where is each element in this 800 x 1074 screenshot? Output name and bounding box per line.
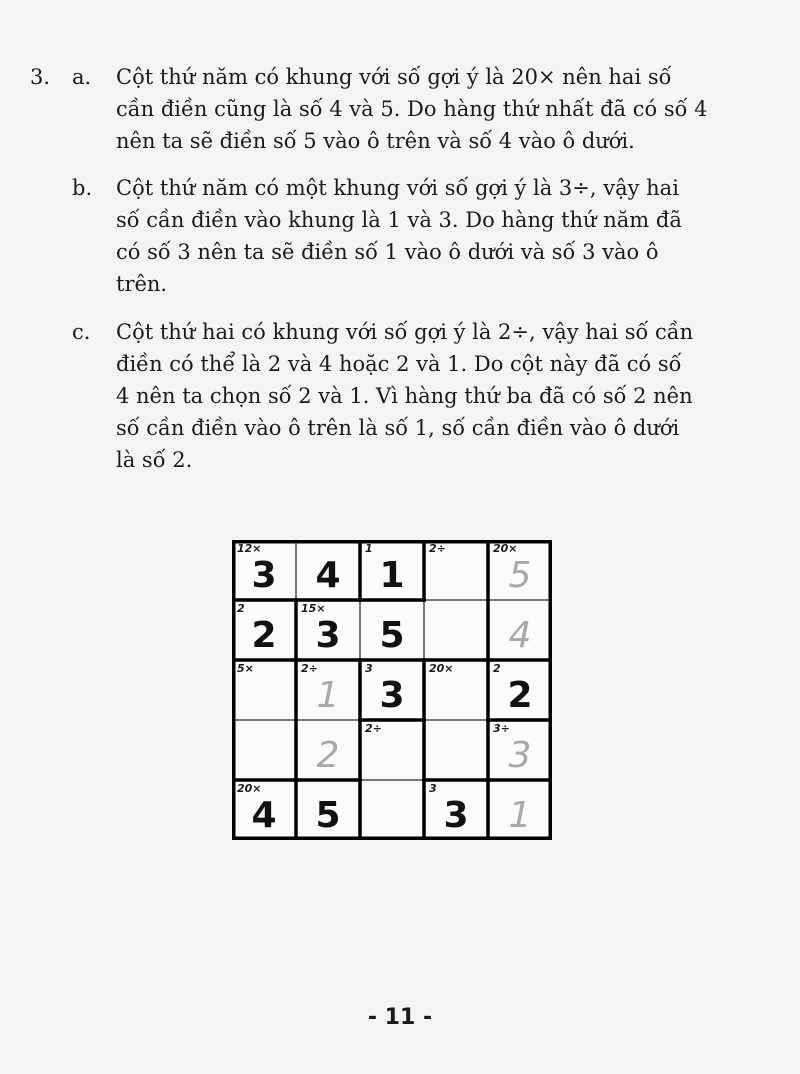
text-line: nên ta sẽ điền số 5 vào ô trên và số 4 vào ô dưới. <box>116 129 635 153</box>
grid-cell <box>488 600 552 660</box>
grid-cell <box>360 540 424 600</box>
cage-clue: 2 <box>237 602 245 615</box>
grid-cell <box>424 540 488 600</box>
grid-cell <box>296 600 360 660</box>
cell-value: 4 <box>315 555 341 596</box>
cell-value: 1 <box>379 555 405 596</box>
item-text <box>116 61 766 157</box>
grid-cell <box>360 600 424 660</box>
grid-cell <box>296 660 360 720</box>
cell-value: 1 <box>508 795 532 836</box>
grid-cell <box>232 720 296 780</box>
grid-cell <box>488 720 552 780</box>
cell-value: 5 <box>508 555 532 596</box>
text-line: Cột thứ hai có khung với số gợi ý là 2÷, vậy hai số cần <box>116 320 694 344</box>
question-number: 3. <box>30 65 51 89</box>
cell-value: 5 <box>315 795 341 836</box>
grid-cell <box>424 780 488 840</box>
cage-clue: 5× <box>237 662 254 675</box>
cell-value: 2 <box>316 735 340 776</box>
text-line: số cần điền vào ô trên là số 1, số cần điền vào ô dưới <box>116 416 680 440</box>
grid-cell <box>296 540 360 600</box>
cell-value: 3 <box>443 795 469 836</box>
grid-cell <box>232 660 296 720</box>
cage-clue: 20× <box>493 542 518 555</box>
text-line: Cột thứ năm có một khung với số gợi ý là 3÷, vậy hai <box>116 176 679 200</box>
grid-cell <box>488 780 552 840</box>
cage-clue: 3 <box>429 782 437 795</box>
item-text <box>116 316 766 476</box>
item-label: a. <box>72 65 92 89</box>
cage-clue: 12× <box>237 542 262 555</box>
grid-cell <box>232 540 296 600</box>
grid-cell <box>296 720 360 780</box>
cage-clue: 20× <box>237 782 262 795</box>
cage-clue: 20× <box>429 662 454 675</box>
text-line: số cần điền vào khung là 1 và 3. Do hàng thứ năm đã <box>116 208 682 232</box>
grid-cell <box>424 660 488 720</box>
page-number: - 11 - <box>367 1005 433 1030</box>
grid-cell <box>424 600 488 660</box>
cage-clue: 15× <box>301 602 326 615</box>
cell-value: 2 <box>251 615 277 656</box>
grid-cell <box>488 540 552 600</box>
answer-item-a <box>72 61 772 157</box>
text-line: có số 3 nên ta sẽ điền số 1 vào ô dưới và số 3 vào ô <box>116 240 659 264</box>
cage-clue: 3 <box>365 662 373 675</box>
text-line: điền có thể là 2 và 4 hoặc 2 và 1. Do cột này đã có số <box>116 352 682 376</box>
cell-value: 5 <box>379 615 405 656</box>
cell-value: 4 <box>251 795 277 836</box>
text-line: Cột thứ năm có khung với số gợi ý là 20× nên hai số <box>116 65 672 89</box>
grid-cell <box>232 780 296 840</box>
item-label: c. <box>72 320 91 344</box>
cage-clue: 2÷ <box>365 722 382 735</box>
text-line: là số 2. <box>116 448 193 472</box>
item-text <box>116 172 766 300</box>
cell-value: 3 <box>315 615 341 656</box>
cell-value: 2 <box>507 675 533 716</box>
grid-cell <box>424 720 488 780</box>
grid-cell <box>360 780 424 840</box>
cage-clue: 2÷ <box>301 662 318 675</box>
cell-value: 1 <box>316 675 340 716</box>
grid-cell <box>360 660 424 720</box>
cell-value: 3 <box>379 675 405 716</box>
cage-clue: 3÷ <box>493 722 510 735</box>
answer-item-c <box>72 316 772 476</box>
cell-value: 3 <box>251 555 277 596</box>
grid-cell <box>488 660 552 720</box>
answer-item-b <box>72 172 772 300</box>
item-label: b. <box>72 176 93 200</box>
cage-clue: 1 <box>365 542 373 555</box>
kenken-puzzle-grid <box>232 540 552 840</box>
cell-value: 3 <box>508 735 532 776</box>
cell-value: 4 <box>508 615 532 656</box>
text-line: trên. <box>116 272 168 296</box>
grid-cell <box>232 600 296 660</box>
cage-clue: 2 <box>493 662 501 675</box>
text-line: 4 nên ta chọn số 2 và 1. Vì hàng thứ ba đã có số 2 nên <box>116 384 693 408</box>
grid-cell <box>296 780 360 840</box>
text-line: cần điền cũng là số 4 và 5. Do hàng thứ nhất đã có số 4 <box>116 97 708 121</box>
grid-cell <box>360 720 424 780</box>
cage-clue: 2÷ <box>429 542 446 555</box>
